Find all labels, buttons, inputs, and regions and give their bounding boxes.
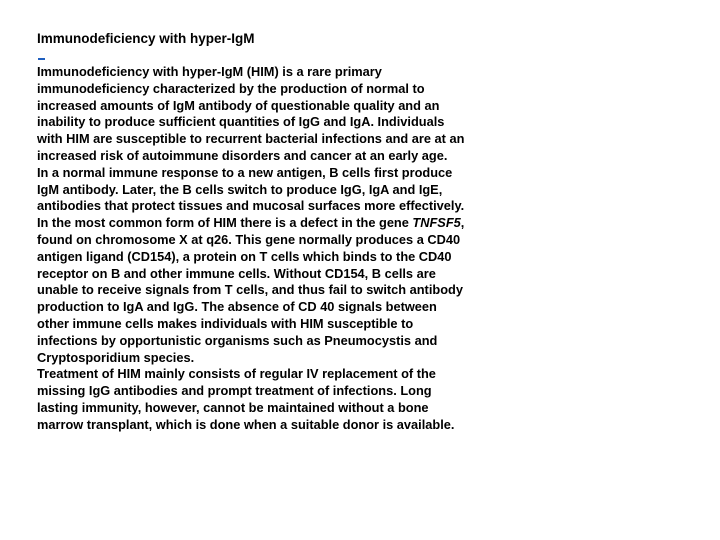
- gene-name: TNFSF5: [412, 215, 461, 231]
- paragraph-mechanism-text-end: , found on chromosome X at q26. This gene normally produces a CD40 antigen ligand (CD154), a protein on T cells which binds to the CD40 receptor on B and other immune cells. Without CD154, B cells are unable to receive signals from T cells, and thus fail to switch antibody production to IgA and IgG. The absence of CD 40 signals between other immune cells makes individuals with HIM susceptible to infections by opportunistic organisms such as Pneumocystis and Cryptosporidium species.: [37, 215, 465, 365]
- paragraph-intro: Immunodeficiency with hyper-IgM (HIM) is a rare primary immunodeficiency characterized by the production of normal to increased amounts of IgM antibody of questionable quality and an inability to produce sufficient quantities of IgG and IgA. Individuals with HIM are susceptible to recurrent bacterial infections and are at an increased risk of autoimmune disorders and cancer at an early age.: [37, 64, 465, 163]
- title-divider: [38, 58, 45, 60]
- paragraph-treatment: Treatment of HIM mainly consists of regular IV replacement of the missing IgG antibodies and prompt treatment of infections. Long lasting immunity, however, cannot be maintained without a bone marrow transplant, which is done when a suitable donor is available.: [37, 366, 455, 432]
- page-title: Immunodeficiency with hyper-IgM: [37, 31, 255, 46]
- paragraph-mechanism-text-start: In a normal immune response to a new antigen, B cells first produce IgM antibody. Later, the B cells switch to produce IgG, IgA and IgE, antibodies that protect tissues and mucosal surfaces more effectively. In the most common form of HIM there is a defect in the gene: [37, 164, 465, 231]
- paragraph-mechanism: [37, 165, 471, 367]
- document-body: [37, 64, 471, 434]
